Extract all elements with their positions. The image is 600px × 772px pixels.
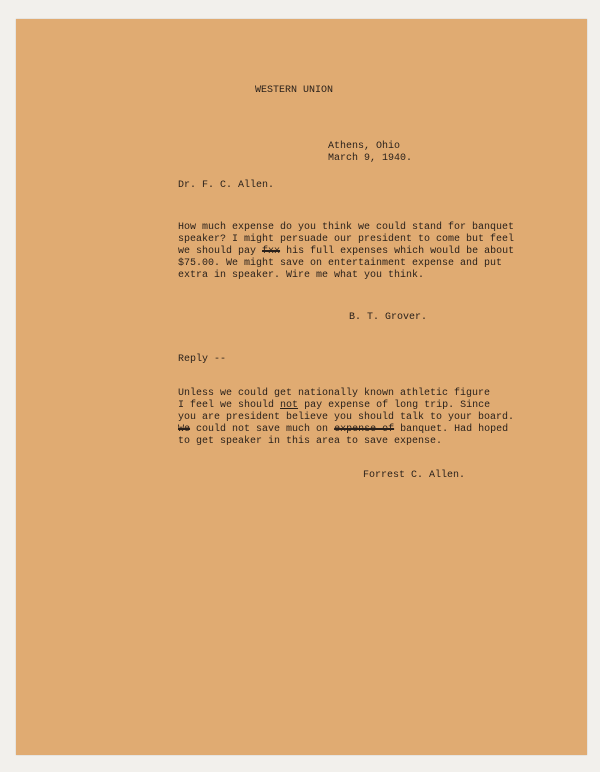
reply-text: could not save much on — [196, 424, 329, 435]
telegram-line: $75.00. We might save on entertainment expense and put — [178, 258, 503, 269]
letter-page — [16, 19, 587, 755]
telegram-line: extra in speaker. Wire me what you think. — [178, 270, 425, 281]
telegram-text: we should pay — [178, 246, 257, 257]
reply-text: pay expense of long trip. Since — [304, 400, 491, 411]
letter-place: Athens, Ohio — [328, 141, 401, 152]
signature-name: Forrest C. Allen. — [363, 470, 466, 481]
reply-line: to get speaker in this area to save expense. — [178, 436, 443, 447]
addressee: Dr. F. C. Allen. — [178, 180, 275, 191]
telegram-line: How much expense do you think we could stand for banquet — [178, 222, 515, 233]
struck-word: We — [178, 424, 191, 435]
underlined-word: not — [280, 400, 299, 411]
struck-word: expense of — [334, 424, 395, 435]
struck-word: fxx — [262, 246, 281, 257]
letter-date: March 9, 1940. — [328, 153, 413, 164]
reply-text: I feel we should — [178, 400, 275, 411]
reply-line — [178, 400, 490, 412]
telegram-text: his full expenses which would be about — [286, 246, 515, 257]
telegram-line — [178, 246, 514, 258]
letter-heading: WESTERN UNION — [255, 85, 334, 96]
sender-name: B. T. Grover. — [349, 312, 428, 323]
telegram-line: speaker? I might persuade our president to come but feel — [178, 234, 515, 245]
reply-label: Reply -- — [178, 354, 227, 365]
reply-line — [178, 424, 508, 436]
reply-text: banquet. Had hoped — [400, 424, 509, 435]
reply-line: you are president believe you should talk to your board. — [178, 412, 515, 423]
reply-line: Unless we could get nationally known athletic figure — [178, 388, 491, 399]
